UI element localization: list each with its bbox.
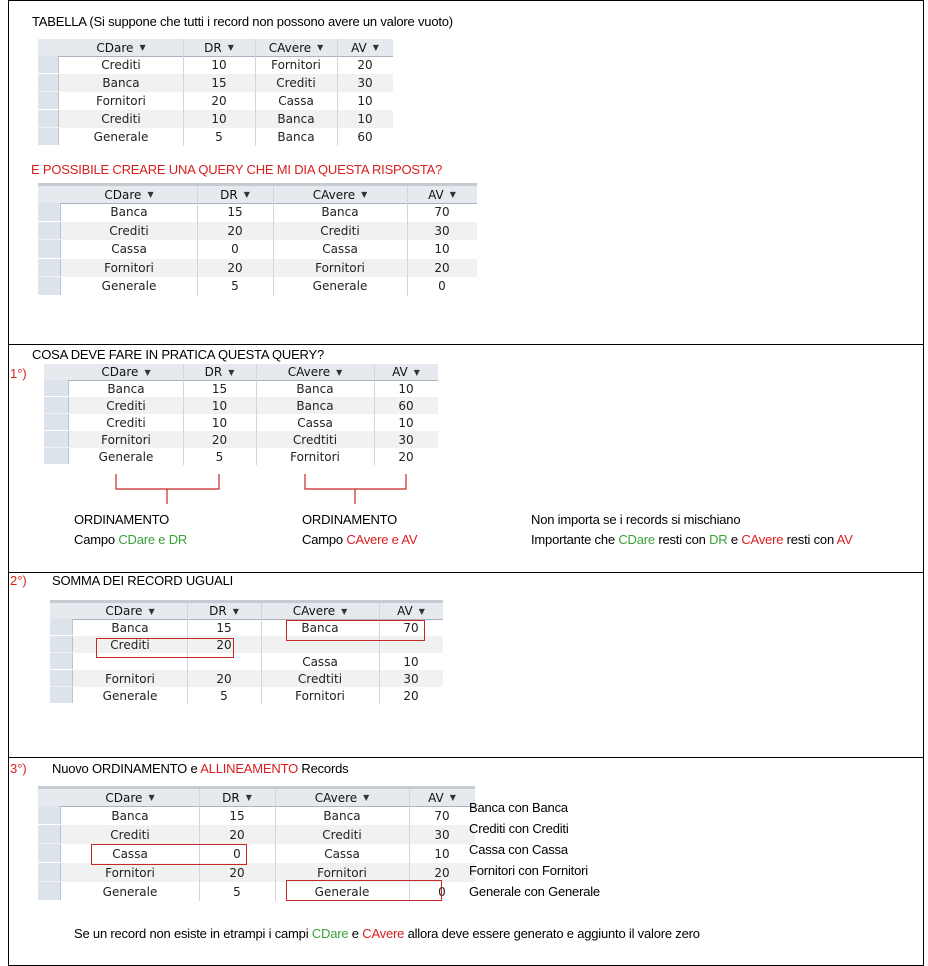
- cell-dr[interactable]: 10: [211, 58, 227, 72]
- header-label: AV: [428, 187, 444, 202]
- header-label: CAvere: [312, 187, 356, 202]
- record-selector[interactable]: [44, 414, 69, 430]
- cell-dr[interactable]: 10: [211, 415, 228, 430]
- header-av[interactable]: [379, 603, 443, 619]
- record-selector[interactable]: [50, 619, 73, 635]
- cell-cavere[interactable]: Banca: [296, 398, 334, 413]
- cell-av[interactable]: 20: [434, 260, 450, 275]
- question-text: E POSSIBILE CREARE UNA QUERY CHE MI DIA QUESTA RISPOSTA?: [31, 162, 443, 177]
- column-divider: [183, 39, 184, 146]
- column-divider: [256, 364, 257, 465]
- step-number-1: 1°): [10, 366, 27, 381]
- highlight-box-banca-70: [286, 620, 425, 641]
- header-label: DR: [220, 187, 238, 202]
- table-header: [50, 603, 443, 620]
- highlight-box-crediti-20: [96, 638, 234, 658]
- table-row[interactable]: [44, 414, 438, 431]
- record-selector[interactable]: [38, 277, 61, 295]
- step-number-2: 2°): [10, 573, 27, 588]
- column-divider: [275, 789, 276, 901]
- sort-filter-icon[interactable]: ▼: [144, 367, 151, 377]
- dropdown-arrow-icon[interactable]: ▼: [336, 367, 343, 377]
- cell-av[interactable]: 60: [357, 130, 373, 144]
- cell-cavere[interactable]: Banca: [296, 381, 334, 396]
- sort-filter-icon[interactable]: ▼: [148, 793, 155, 802]
- record-selector[interactable]: [44, 431, 69, 447]
- cell-dr[interactable]: 20: [216, 637, 232, 652]
- cell-dr[interactable]: 5: [215, 449, 224, 464]
- cell-dr[interactable]: 15: [229, 808, 245, 823]
- cell-cavere[interactable]: Crediti: [320, 223, 360, 238]
- cell-dr[interactable]: 5: [215, 130, 223, 144]
- cell-cdare[interactable]: Fornitori: [104, 260, 154, 275]
- record-selector[interactable]: [38, 259, 61, 277]
- table-row[interactable]: [38, 240, 477, 259]
- header-label: CAvere: [287, 365, 331, 379]
- record-selector[interactable]: [44, 380, 69, 396]
- record-selector[interactable]: [50, 670, 73, 686]
- cell-av[interactable]: 20: [357, 58, 373, 72]
- record-selector[interactable]: [38, 806, 61, 824]
- record-selector[interactable]: [38, 863, 61, 881]
- ordering-label-left: ORDINAMENTO: [74, 512, 170, 527]
- pair-line: Crediti con Crediti: [469, 821, 569, 836]
- column-divider: [337, 39, 338, 146]
- record-selector[interactable]: [38, 128, 59, 145]
- cell-cavere[interactable]: Banca: [277, 112, 315, 126]
- dropdown-arrow-icon[interactable]: ▼: [227, 43, 234, 52]
- header-label: CDare: [105, 790, 143, 805]
- header-av[interactable]: [374, 364, 438, 380]
- header-label: CAvere: [314, 790, 358, 805]
- footer-note: Se un record non esiste in etrampi i campi CDare e CAvere allora deve essere generato e aggiunto il valore zero: [74, 926, 700, 941]
- cell-cavere[interactable]: Cassa: [278, 94, 314, 108]
- header-label: CDare: [96, 40, 134, 55]
- header-label: DR: [222, 790, 240, 805]
- cell-av[interactable]: 10: [357, 112, 373, 126]
- cell-dr[interactable]: 20: [227, 223, 243, 238]
- page-title: TABELLA (Si suppone che tutti i record non possono avere un valore vuoto): [32, 14, 453, 29]
- cell-av[interactable]: 20: [434, 865, 450, 880]
- header-cavere[interactable]: [261, 603, 379, 619]
- table-row[interactable]: [50, 670, 443, 687]
- cell-cdare[interactable]: Crediti: [109, 223, 149, 238]
- header-dr[interactable]: [183, 39, 255, 56]
- table-row[interactable]: [38, 74, 393, 92]
- cell-av[interactable]: 60: [398, 398, 414, 413]
- record-selector[interactable]: [38, 203, 61, 221]
- header-dr[interactable]: [199, 789, 275, 806]
- record-selector[interactable]: [38, 56, 59, 73]
- cell-dr[interactable]: 15: [211, 381, 228, 396]
- header-cdare[interactable]: [61, 186, 197, 203]
- ordering-label-right: ORDINAMENTO: [302, 512, 398, 527]
- cell-cavere[interactable]: Fornitori: [317, 865, 367, 880]
- dropdown-arrow-icon[interactable]: ▼: [449, 793, 456, 802]
- table-row[interactable]: [38, 222, 477, 241]
- brace-left: [115, 472, 221, 506]
- table-header: [38, 39, 393, 57]
- cell-av[interactable]: 10: [434, 242, 450, 257]
- table-row[interactable]: [50, 687, 443, 704]
- header-cdare[interactable]: [61, 789, 199, 806]
- dropdown-arrow-icon[interactable]: ▼: [372, 43, 379, 52]
- header-cavere[interactable]: [275, 789, 409, 806]
- table-header: [38, 186, 477, 204]
- header-cdare[interactable]: [73, 603, 187, 619]
- cell-av[interactable]: 30: [403, 671, 419, 686]
- cell-av[interactable]: 10: [434, 846, 450, 861]
- table-row[interactable]: [38, 128, 393, 146]
- record-selector[interactable]: [44, 448, 69, 464]
- cell-cdare[interactable]: Banca: [102, 76, 140, 90]
- cell-dr[interactable]: 20: [211, 94, 227, 108]
- cell-cdare[interactable]: Crediti: [101, 58, 141, 72]
- record-selector[interactable]: [38, 825, 61, 843]
- cell-cdare[interactable]: Banca: [110, 205, 148, 220]
- cell-av[interactable]: 10: [398, 381, 414, 396]
- cell-cdare[interactable]: Fornitori: [101, 432, 151, 447]
- cell-cdare[interactable]: Crediti: [106, 398, 146, 413]
- dropdown-arrow-icon[interactable]: ▼: [243, 190, 250, 199]
- header-dr[interactable]: [183, 364, 256, 380]
- cell-av[interactable]: 10: [403, 654, 419, 669]
- dropdown-arrow-icon[interactable]: ▼: [449, 190, 456, 199]
- record-selector[interactable]: [50, 636, 73, 652]
- cell-cdare[interactable]: Fornitori: [96, 94, 146, 108]
- header-label: AV: [392, 365, 408, 379]
- cell-av[interactable]: 70: [434, 205, 450, 220]
- table-top-edge: [50, 600, 443, 603]
- highlight-box-generale-0: [286, 880, 442, 901]
- cell-dr[interactable]: 15: [211, 76, 227, 90]
- sort-filter-icon[interactable]: ▼: [148, 606, 155, 616]
- cell-cavere[interactable]: Generale: [312, 279, 368, 294]
- cell-cdare[interactable]: Generale: [93, 130, 149, 144]
- pair-line: Fornitori con Fornitori: [469, 863, 588, 878]
- cell-dr[interactable]: 0: [231, 242, 239, 257]
- cell-av[interactable]: 20: [403, 688, 419, 703]
- cell-cdare[interactable]: Cassa: [112, 846, 148, 861]
- table-row[interactable]: [38, 110, 393, 128]
- cell-cavere[interactable]: Cassa: [322, 242, 358, 257]
- section-title-sum: SOMMA DEI RECORD UGUALI: [52, 573, 234, 588]
- cell-cdare[interactable]: Crediti: [106, 415, 146, 430]
- cell-cdare[interactable]: Generale: [102, 884, 158, 899]
- header-label: CDare: [105, 604, 143, 618]
- table-row[interactable]: [44, 431, 438, 448]
- record-selector[interactable]: [38, 882, 61, 900]
- cell-av[interactable]: 0: [438, 884, 446, 899]
- cell-cdare[interactable]: Crediti: [101, 112, 141, 126]
- dropdown-arrow-icon[interactable]: ▼: [317, 43, 324, 52]
- dropdown-arrow-icon[interactable]: ▼: [341, 606, 348, 616]
- cell-dr[interactable]: 20: [229, 865, 245, 880]
- header-label: AV: [397, 604, 413, 618]
- section-title-practice: COSA DEVE FARE IN PRATICA QUESTA QUERY?: [32, 347, 325, 362]
- column-divider: [374, 364, 375, 465]
- cell-av[interactable]: 20: [398, 449, 414, 464]
- step-number-3: 3°): [10, 761, 27, 776]
- cell-av[interactable]: 70: [403, 620, 419, 635]
- cell-cavere[interactable]: Banca: [321, 205, 359, 220]
- cell-dr[interactable]: 5: [220, 688, 228, 703]
- section-title-align: Nuovo ORDINAMENTO e ALLINEAMENTO Records: [52, 761, 349, 776]
- cell-av[interactable]: 30: [398, 432, 414, 447]
- record-selector[interactable]: [38, 74, 59, 91]
- dropdown-arrow-icon[interactable]: ▼: [361, 190, 368, 199]
- cell-cdare[interactable]: Generale: [101, 279, 157, 294]
- cell-cavere[interactable]: Cassa: [297, 415, 333, 430]
- pair-line: Generale con Generale: [469, 884, 600, 899]
- cell-cavere[interactable]: Banca: [277, 130, 315, 144]
- header-av[interactable]: [407, 186, 477, 203]
- cell-cavere[interactable]: Fornitori: [315, 260, 365, 275]
- cell-cavere[interactable]: Fornitori: [271, 58, 321, 72]
- header-cavere[interactable]: [273, 186, 407, 203]
- header-label: DR: [204, 40, 222, 55]
- cell-cdare[interactable]: Generale: [98, 449, 154, 464]
- header-label: AV: [351, 40, 367, 55]
- highlight-box-cassa-0: [91, 844, 247, 865]
- header-label: CDare: [101, 365, 139, 379]
- column-divider: [273, 186, 274, 296]
- header-dr[interactable]: [187, 603, 261, 619]
- header-label: CDare: [104, 187, 142, 202]
- header-cavere[interactable]: [256, 364, 374, 380]
- header-label: DR: [209, 604, 227, 618]
- cell-dr[interactable]: 15: [216, 620, 232, 635]
- cell-av[interactable]: 70: [434, 808, 450, 823]
- record-selector[interactable]: [50, 687, 73, 703]
- table-row[interactable]: [44, 397, 438, 414]
- cell-cavere[interactable]: Banca: [323, 808, 361, 823]
- pair-line: Cassa con Cassa: [469, 842, 568, 857]
- note-important: Importante che CDare resti con DR e CAvere resti con AV: [531, 532, 853, 547]
- table-row[interactable]: [38, 92, 393, 110]
- brace-right: [304, 472, 408, 506]
- sort-filter-icon[interactable]: ▼: [147, 190, 154, 199]
- pair-line: Banca con Banca: [469, 800, 568, 815]
- ordering-fields-right: Campo CAvere e AV: [302, 532, 418, 547]
- dropdown-arrow-icon[interactable]: ▼: [139, 43, 146, 52]
- dropdown-arrow-icon[interactable]: ▼: [228, 367, 235, 377]
- cell-av[interactable]: 30: [357, 76, 373, 90]
- record-selector[interactable]: [44, 397, 69, 413]
- cell-cdare[interactable]: Crediti: [110, 637, 150, 652]
- note-mixing: Non importa se i records si mischiano: [531, 512, 741, 527]
- cell-av[interactable]: 30: [434, 827, 450, 842]
- header-label: AV: [428, 790, 444, 805]
- cell-cavere[interactable]: Banca: [301, 620, 339, 635]
- cell-cdare[interactable]: Fornitori: [105, 671, 155, 686]
- header-cdare[interactable]: [59, 39, 183, 56]
- cell-av[interactable]: 10: [357, 94, 373, 108]
- sorted-table: [44, 364, 438, 469]
- cell-cavere[interactable]: Crediti: [322, 827, 362, 842]
- cell-cdare[interactable]: Fornitori: [105, 865, 155, 880]
- cell-dr[interactable]: 20: [227, 260, 243, 275]
- ordering-fields-left: Campo CDare e DR: [74, 532, 188, 547]
- cell-cavere[interactable]: Credtiti: [297, 671, 343, 686]
- header-av[interactable]: [409, 789, 475, 806]
- dropdown-arrow-icon[interactable]: ▼: [232, 606, 239, 616]
- cell-dr[interactable]: 10: [211, 398, 228, 413]
- column-divider: [255, 39, 256, 146]
- cell-cdare[interactable]: Cassa: [111, 242, 147, 257]
- cell-dr[interactable]: 20: [211, 432, 228, 447]
- dropdown-arrow-icon[interactable]: ▼: [418, 606, 425, 616]
- source-table: [38, 39, 393, 150]
- header-cdare[interactable]: [69, 364, 183, 380]
- record-selector[interactable]: [38, 240, 61, 258]
- table-row[interactable]: [44, 448, 438, 465]
- record-selector[interactable]: [38, 110, 59, 127]
- cell-cavere[interactable]: Cassa: [302, 654, 338, 669]
- cell-dr[interactable]: 0: [233, 846, 241, 861]
- cell-dr[interactable]: 10: [211, 112, 227, 126]
- record-selector[interactable]: [38, 844, 61, 862]
- record-selector[interactable]: [50, 653, 73, 669]
- header-dr[interactable]: [197, 186, 273, 203]
- column-divider: [197, 186, 198, 296]
- cell-av[interactable]: 10: [398, 415, 414, 430]
- cell-cdare[interactable]: Banca: [107, 381, 145, 396]
- cell-cdare[interactable]: Crediti: [110, 827, 150, 842]
- result-table: [38, 186, 477, 300]
- column-divider: [183, 364, 184, 465]
- table-row[interactable]: [38, 203, 477, 222]
- column-divider: [379, 603, 380, 704]
- cell-dr[interactable]: 15: [227, 205, 243, 220]
- header-label: DR: [204, 365, 223, 379]
- table-row[interactable]: [38, 56, 393, 74]
- header-label: CAvere: [292, 604, 336, 618]
- table-row[interactable]: [38, 277, 477, 296]
- column-divider: [261, 603, 262, 704]
- cell-cavere[interactable]: Credtiti: [292, 432, 338, 447]
- header-cavere[interactable]: [255, 39, 337, 56]
- cell-cavere[interactable]: Fornitori: [290, 449, 340, 464]
- cell-dr[interactable]: 20: [216, 671, 232, 686]
- cell-cdare[interactable]: Banca: [111, 808, 149, 823]
- table-top-edge: [38, 183, 477, 186]
- cell-cdare[interactable]: Generale: [102, 688, 158, 703]
- table-header: [44, 364, 438, 381]
- cell-av[interactable]: 0: [438, 279, 446, 294]
- header-av[interactable]: [337, 39, 393, 56]
- cell-cavere[interactable]: Generale: [314, 884, 370, 899]
- header-label: CAvere: [268, 40, 312, 55]
- dropdown-arrow-icon[interactable]: ▼: [245, 793, 252, 802]
- cell-cdare[interactable]: Banca: [111, 620, 149, 635]
- column-divider: [407, 186, 408, 296]
- cell-cavere[interactable]: Fornitori: [295, 688, 345, 703]
- cell-dr[interactable]: 5: [233, 884, 241, 899]
- dropdown-arrow-icon[interactable]: ▼: [363, 793, 370, 802]
- table-row[interactable]: [38, 259, 477, 278]
- cell-cavere[interactable]: Cassa: [324, 846, 360, 861]
- record-selector[interactable]: [38, 222, 61, 240]
- cell-dr[interactable]: 5: [231, 279, 239, 294]
- cell-cavere[interactable]: Crediti: [276, 76, 316, 90]
- dropdown-arrow-icon[interactable]: ▼: [413, 367, 420, 377]
- cell-av[interactable]: 30: [434, 223, 450, 238]
- record-selector[interactable]: [38, 92, 59, 109]
- table-row[interactable]: [44, 380, 438, 397]
- cell-dr[interactable]: 20: [229, 827, 245, 842]
